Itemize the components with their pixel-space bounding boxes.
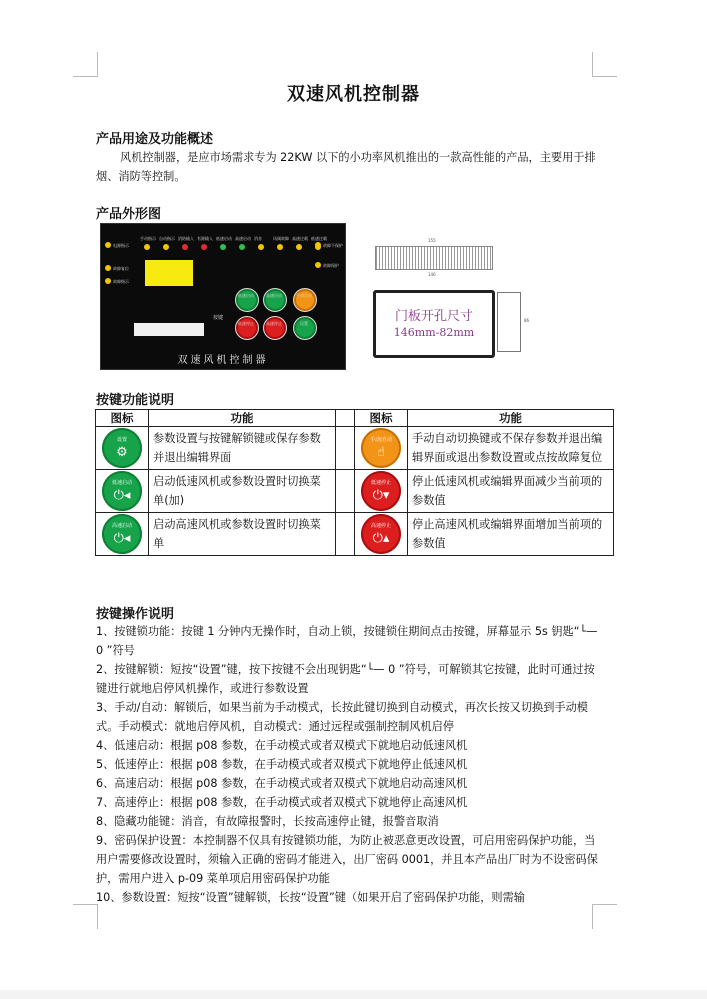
panel-led — [144, 244, 150, 250]
panel-white-strip — [134, 323, 204, 336]
operation-item: 5、低速停止：根据 p08 参数，在手动模式或者双模式下就地停止低速风机 — [96, 758, 468, 771]
operation-item: 7、高速停止：根据 p08 参数，在手动模式或者双模式下就地停止高速风机 — [96, 796, 468, 809]
panel-top-label: 低速过载 — [311, 236, 327, 241]
col-icon-header: 图标 — [96, 410, 149, 427]
dimension-top-view — [375, 246, 493, 270]
operation-item: 2、按键解锁：短按“设置”键，按下按键不会出现钥匙“└— 0 ”符号，可解锁其它按键，此时可通过按键进行就地启停风机操作，或进行参数设置 — [96, 663, 595, 695]
crop-mark-top-right — [592, 52, 617, 77]
col-icon-header-2: 图标 — [355, 410, 408, 427]
operation-item: 9、密码保护设置：本控制器不仅具有按键锁功能，为防止被恶意更改设置，可启用密码保护功能，当用户需要修改设置时，须输入正确的密码才能进入，出厂密码 0001，并且本产品出厂时为不设密码保护，需用户进入 p-09 菜单项启用密码保护功能 — [96, 834, 598, 885]
panel-led — [163, 244, 169, 250]
section-heading-operations: 按键操作说明 — [96, 607, 175, 622]
panel-led — [258, 244, 264, 250]
table-row — [96, 427, 614, 470]
panel-right-label: 故障不保护 — [323, 243, 343, 248]
cutout-size: 146mm-82mm — [393, 326, 475, 339]
table-row — [96, 513, 614, 556]
panel-low-stop-button: 低速停止 — [235, 316, 259, 340]
panel-low-start-button: 低速启动 — [235, 288, 259, 312]
panel-left-label: 电源指示 — [113, 243, 129, 248]
dimension-bottom-value: 146 — [428, 272, 436, 277]
panel-left-label: 故障指示 — [113, 279, 129, 284]
section-heading-appearance: 产品外形图 — [96, 207, 162, 222]
col-function-header: 功能 — [149, 410, 336, 427]
panel-led — [105, 242, 111, 248]
panel-led — [105, 278, 111, 284]
panel-led — [220, 244, 226, 250]
panel-led — [277, 244, 283, 250]
key-function-table — [95, 409, 614, 556]
panel-key-label: 按键 — [213, 315, 224, 321]
left-function-text: 启动低速风机或参数设置时切换菜单(加) — [149, 470, 336, 513]
cutout-diagram — [373, 290, 495, 358]
crop-mark-top-left — [73, 52, 98, 77]
operation-item: 8、隐藏功能键：消音，有故障报警时，长按高速停止键，报警音取消 — [96, 815, 439, 828]
col-function-header-2: 功能 — [408, 410, 614, 427]
right-function-text: 停止低速风机或编辑界面减少当前项的参数值 — [408, 470, 614, 513]
operation-item: 3、手动/自动：解锁后，如果当前为手动模式，长按此键切换到自动模式，再次长按又切换到手动模式。手动模式：就地启停风机，自动模式：通过远程或强制控制风机启停 — [96, 701, 588, 733]
page-bottom-bar — [0, 990, 707, 999]
operation-item: 10、参数设置：短按“设置”键解锁，长按“设置”键（如果开启了密码保护功能，则需输 — [96, 891, 525, 904]
panel-led — [201, 244, 207, 250]
left-key-icon: 设置 ⚙ — [102, 428, 142, 468]
left-function-text: 启动高速风机或参数设置时切换菜单 — [149, 513, 336, 556]
panel-high-start-button: 高速启动 — [263, 288, 287, 312]
panel-top-label: 消防输入 — [178, 236, 194, 241]
panel-lcd-display — [145, 260, 193, 286]
panel-top-label: 风阀故障 — [273, 236, 289, 241]
left-key-icon: 高速启动 ⏻◂ — [102, 514, 142, 554]
left-function-text: 参数设置与按键解锁键或保存参数并退出编辑界面 — [149, 427, 336, 470]
panel-product-name: 双速风机控制器 — [177, 355, 269, 366]
left-key-icon: 低速启动 ⏻◂ — [102, 471, 142, 511]
panel-top-label: 高速过载 — [292, 236, 308, 241]
panel-led — [315, 242, 321, 248]
panel-led — [315, 262, 321, 268]
panel-setting-button: 设置 — [293, 316, 317, 340]
section-heading-overview: 产品用途及功能概述 — [96, 132, 214, 147]
crop-mark-bottom-right — [592, 904, 617, 929]
panel-led — [296, 244, 302, 250]
crop-mark-bottom-left — [73, 904, 98, 929]
panel-top-label: 自动指示 — [159, 236, 175, 241]
right-function-text: 手动自动切换键或不保存参数并退出编辑界面或退出参数设置或点按故障复位 — [408, 427, 614, 470]
right-function-text: 停止高速风机或编辑界面增加当前项的参数值 — [408, 513, 614, 556]
panel-right-label: 故障保护 — [323, 263, 339, 268]
operation-item: 4、低速启动：根据 p08 参数，在手动模式或者双模式下就地启动低速风机 — [96, 739, 468, 752]
controller-panel-image — [100, 223, 346, 370]
section-heading-keys: 按键功能说明 — [96, 393, 175, 408]
panel-top-label: 消音 — [254, 236, 262, 241]
panel-top-label: 手动指示 — [140, 236, 156, 241]
dimension-side-value: 86 — [524, 318, 530, 323]
panel-manual-auto-button: 手动自动 — [293, 288, 317, 312]
panel-left-label: 故障复位 — [113, 266, 129, 271]
operations-list — [96, 622, 601, 907]
panel-top-label: 高速启动 — [235, 236, 251, 241]
cutout-title: 门板开孔尺寸 — [394, 309, 473, 324]
dimension-top-value: 155 — [428, 238, 436, 243]
panel-led — [105, 265, 111, 271]
operation-item: 6、高速启动：根据 p08 参数，在手动模式或者双模式下就地启动高速风机 — [96, 777, 468, 790]
operation-item: 1、按键锁功能：按键 1 分钟内无操作时，自动上锁，按键锁住期间点击按键，屏幕显示 5s 钥匙“└— 0 ”符号 — [96, 625, 598, 657]
right-key-icon: 高速停止 ⏻▴ — [361, 514, 401, 554]
panel-led — [182, 244, 188, 250]
dimension-side-view — [497, 292, 521, 352]
panel-top-label: 有源输入 — [197, 236, 213, 241]
panel-led — [239, 244, 245, 250]
page-title: 双速风机控制器 — [287, 84, 420, 105]
table-row — [96, 470, 614, 513]
right-key-icon: 手动|自动 ☝ — [361, 428, 401, 468]
panel-top-label: 低速启动 — [216, 236, 232, 241]
table-header-row — [96, 410, 614, 427]
overview-text: 风机控制器，是应市场需求专为 22KW 以下的小功率风机推出的一款高性能的产品，主要用于排烟、消防等控制。 — [96, 151, 596, 183]
panel-high-stop-button: 高速停止 — [263, 316, 287, 340]
right-key-icon: 低速停止 ⏻▾ — [361, 471, 401, 511]
